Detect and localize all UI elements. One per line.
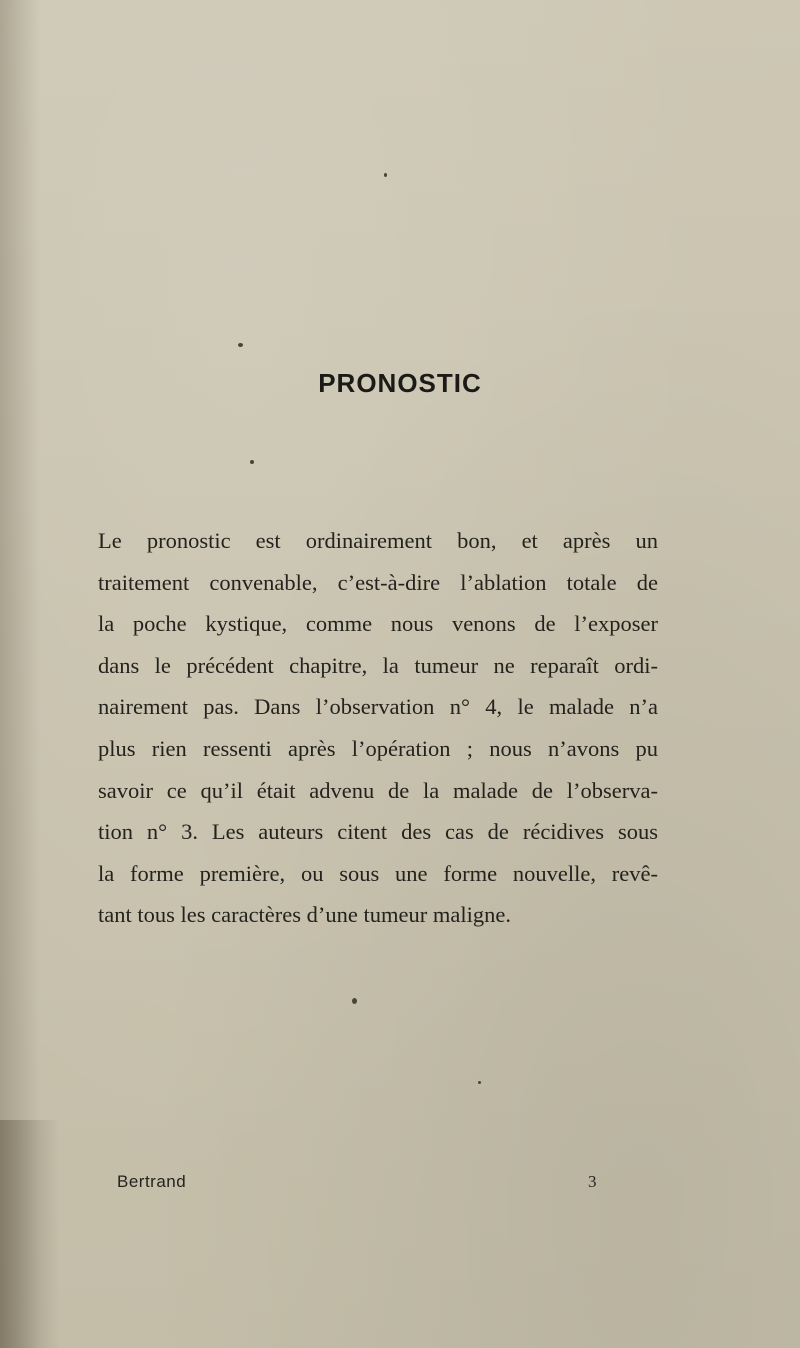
ink-speck bbox=[352, 998, 357, 1004]
paragraph-line: la forme première, ou sous une forme nouvelle, revê- bbox=[98, 860, 658, 886]
paragraph-line: Le pronostic est ordinairement bon, et après un bbox=[98, 528, 658, 553]
paragraph-line: savoir ce qu’il était advenu de la malade de l’observa- bbox=[98, 777, 658, 803]
page-stain bbox=[0, 1120, 60, 1348]
paragraph-line: nairement pas. Dans l’observation n° 4, le malade n’a bbox=[98, 694, 658, 720]
ink-speck bbox=[238, 343, 243, 347]
signature-mark: Bertrand bbox=[117, 1172, 187, 1191]
ink-speck bbox=[384, 173, 387, 177]
ink-speck bbox=[250, 460, 254, 464]
paragraph-line: la poche kystique, comme nous venons de l’exposer bbox=[98, 611, 658, 637]
ink-speck bbox=[478, 1081, 481, 1084]
paragraph-line: traitement convenable, c’est-à-dire l’ablation totale de bbox=[98, 569, 658, 595]
paragraph-line: dans le précédent chapitre, la tumeur ne reparaît ordi- bbox=[98, 652, 658, 678]
paragraph-line: plus rien ressenti après l’opération ; nous n’avons pu bbox=[98, 735, 658, 761]
page-title: PRONOSTIC bbox=[318, 368, 482, 398]
paragraph-line: tion n° 3. Les auteurs citent des cas de récidives sous bbox=[98, 819, 658, 845]
paragraph-line: tant tous les caractères d’une tumeur maligne. bbox=[98, 902, 511, 928]
body-paragraph bbox=[98, 520, 658, 936]
sheet-number: 3 bbox=[588, 1172, 597, 1191]
